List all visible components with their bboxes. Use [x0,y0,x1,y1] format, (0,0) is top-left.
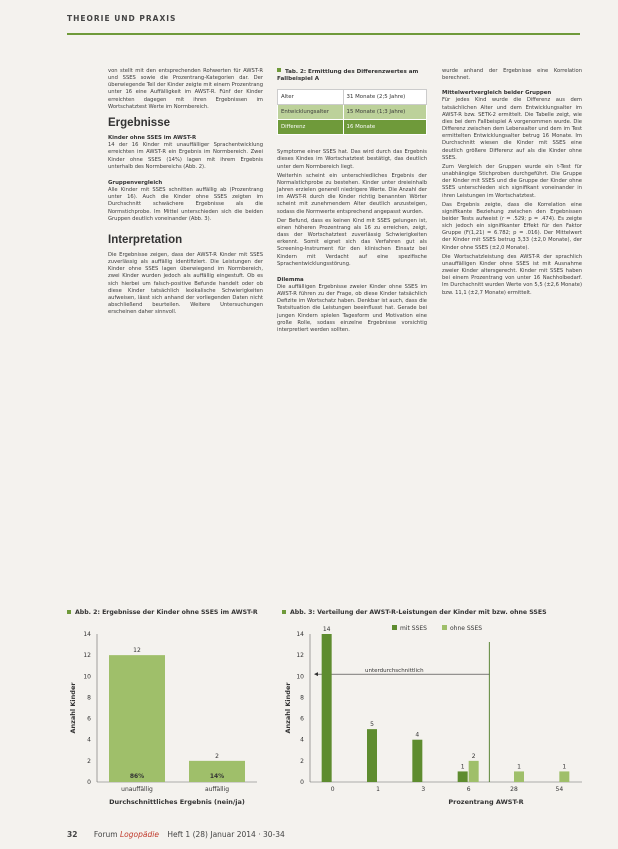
x-axis-label: Durchschnittliches Ergebnis (nein/ja) [109,798,245,806]
x-tick-label: unauffällig [121,786,153,793]
data-label: 4 [415,731,420,739]
paragraph: Die Wortschatzleistung des AWST-R der sprachlich unauffälligen Kinder ohne SSES ist mit Ausnahme zweier Kinder altersgerecht. Kinder mit SSES haben bei einem Prozentrang von unter 16 Nachholbedarf. Im Durchschnitt wurden Werte von 5,5 (±2,6 Monate) bzw. 11,1 (±2,7 Monate) ermittelt. [442,253,582,296]
table-cell-key: Alter [278,90,344,105]
y-tick-label: 8 [300,694,304,702]
table-cell-value: 31 Monate (2;5 Jahre) [343,90,426,105]
paragraph-group: Alle Kinder mit SSES schnitten auffällig ab (Prozentrang unter 16). Auch die Kinder ohne SSES zeigten im Durchschnitt schwächere Ergebnisse als die Normstichprobe. Im Mittel unterschieden sich die beiden Gruppen deutlich voneinander (Abb. 3). [108,187,263,222]
bar [559,771,569,782]
text-column-1 [108,68,263,316]
paragraph: Der Befund, dass es keinen Kind mit SSES gelungen ist, einen höheren Prozentrang als 16 zu erreichen, zeigt, dass der Wortschatztest zuverlässig Schwierigkeiten erkennt. Somit eignet sich das Verfahren gut als Screening-Instrument für den klinischen Einsatz bei Kindern mit Verdacht auf eine spezifische Sprachentwicklungsstörung. [277,217,427,267]
figure-3-chart [282,622,592,812]
y-tick-label: 0 [87,779,91,786]
paragraph-interpretation: Die Ergebnisse zeigen, dass der AWST-R Kinder mit SSES zuverlässig als auffällig identifiziert. Die Leistungen der Kinder ohne SSES lagen überwiegend im Normbereich, zwei Kinder wurden jedoch als auffällig eingestuft. Ob es sich hierbei um falsch-positive Befunde handelt oder ob diese Kinder tatsächlich lexikalische Schwierigkeiten aufweisen, lässt sich anhand der vorliegenden Daten nicht abschließend beurteilen. Weitere Untersuchungen erscheinen daher sinnvoll. [108,251,263,316]
y-tick-label: 12 [296,652,304,660]
subheading-no-sses: Kinder ohne SSES im AWST-R [108,135,197,142]
paragraph-correlation: Das Ergebnis zeigte, dass die Korrelation eine signifikante Beziehung zwischen den Ergebnissen beider Tests aufweist (r = .529; p = .474). Es zeigte sich jedoch ein signifikanter Effekt für den Faktor Gruppe (F(1,21) = 6.782; p = .016). Der Mittelwert der Kinder mit SSES betrug 3,33 (±2,0 Monate), der Kinder ohne SSES (±2,0 Monate). [442,201,582,251]
difference-table [277,89,427,135]
magazine-prefix: Forum [93,830,118,839]
y-tick-label: 14 [83,631,91,638]
data-label: 2 [471,752,476,760]
table-cell-value: 16 Monate [343,120,426,135]
legend-swatch [442,625,447,630]
data-label: 14 [322,626,331,633]
bar [367,729,377,782]
figure-3-caption: Abb. 3: Verteilung der AWST-R-Leistungen der Kinder mit bzw. ohne SSES [282,609,547,616]
legend-swatch [392,625,397,630]
heading-interpretation: Interpretation [108,233,183,246]
x-tick-label: 54 [555,786,564,793]
figure-2-chart [67,622,267,812]
bar [469,761,479,782]
annotation-arrowhead [314,672,318,676]
x-tick-label: 28 [510,786,518,793]
page-footer [67,830,285,839]
x-tick-label: 1 [376,786,380,793]
paragraph-dilemma: Die auffälligen Ergebnisse zweier Kinder ohne SSES im AWST-R führen zu der Frage, ob diese Kinder tatsächlich Defizite im Wortschatz haben. Denkbar ist auch, dass die Testsituation die Leistungen beeinflusst hat. Gerade bei jungen Kindern spielen Tagesform und Motivation eine große Rolle, sodass einzelne Ergebnisse vorsichtig interpretiert werden sollten. [277,283,427,333]
paragraph: Symptome einer SSES hat. Das wird durch das Ergebnis dieses Kindes im Wortschatztest bestätigt, das deutlich unter dem Normbereich liegt. [277,149,427,170]
paragraph: Zum Vergleich der Gruppen wurde ein t-Test für unabhängige Stichproben durchgeführt. Die Gruppe der Kinder mit SSES und die Gruppe der Kinder ohne SSES unterschieden sich signifikant voneinander in ihren Leistungen im Wortschatztest. [442,163,582,199]
paragraph-mean: Für jedes Kind wurde die Differenz aus dem tatsächlichen Alter und dem Entwicklungsalter im AWST-R bzw. SETK-2 ermittelt. Die Tabelle zeigt, wie dies bei dem Fallbeispiel A vorgenommen wurde. Die Differenz zwischen dem Lebensalter und dem im Test ermittelten Entwicklungsalter betrug 16 Monate. Im Durchschnitt wiesen die Kinder mit SSES eine deutlich größere Differenz auf als die Kinder ohne SSES. [442,97,582,161]
text-column-3 [442,68,582,297]
data-label: 1 [460,763,465,771]
y-tick-label: 2 [87,757,91,765]
table-caption: Tab. 2: Ermittlung des Differenzwertes am Fallbeispiel A [277,69,419,83]
data-label: 2 [215,752,219,760]
legend-label: mit SSES [400,625,427,632]
bar [412,740,422,782]
x-tick-label: 6 [466,786,471,793]
subheading-mean: Mittelwertvergleich beider Gruppen [442,90,552,97]
y-tick-label: 0 [300,779,304,786]
y-tick-label: 4 [300,736,304,744]
data-label: 5 [370,721,374,729]
x-tick-label: auffällig [204,786,230,793]
y-axis-label: Anzahl Kinder [69,682,77,734]
x-tick-label: 3 [421,786,426,793]
section-header: THEORIE UND PRAXIS [67,14,177,23]
subheading-group: Gruppenvergleich [108,179,163,186]
y-tick-label: 6 [87,715,91,723]
y-tick-label: 14 [296,631,304,638]
y-tick-label: 2 [300,757,304,765]
magazine-brand: Logopädie [120,830,159,839]
data-label: 12 [133,647,141,655]
caption-marker [67,610,71,614]
y-axis-label: Anzahl Kinder [284,682,292,734]
intro-paragraph: von stellt mit den entsprechenden Rohwerten für AWST-R und SSES sowie die Prozentrang-Kategorien dar. Der überwiegende Teil der Kinder zeigte mit einem Prozentrang unter 16 eine Auffälligkeit im AWST-R. Fünf der Kinder erreichten dagegen mit ihren Ergebnissen im Wortschatztest Werte im Normbereich. [108,68,263,110]
heading-results: Ergebnisse [108,116,170,129]
text-column-2 [277,68,427,334]
table-row [278,120,427,135]
data-label: 1 [562,763,567,771]
bar [514,771,524,782]
subheading-dilemma: Dilemma [277,276,304,283]
percent-label: 14% [209,773,225,780]
y-tick-label: 6 [300,715,304,723]
caption-marker [282,610,286,614]
x-tick-label: 0 [330,786,335,793]
data-label: 1 [517,763,521,771]
bar [458,771,468,782]
y-tick-label: 12 [83,652,91,660]
annotation-label: unterdurchschnittlich [365,668,424,675]
paragraph-no-sses: 14 der 16 Kinder mit unauffälliger Sprachentwicklung erreichten im AWST-R ein Ergebnis im Normbereich. Zwei Kinder ohne SSES (14%) lagen mit ihrem Ergebnis unterhalb des Normbereichs (Abb. 2). [108,142,263,170]
bar [322,634,332,782]
table-row [278,105,427,120]
header-rule [67,33,580,35]
table-cell-key: Entwicklungsalter [278,105,344,120]
y-tick-label: 10 [83,673,91,681]
paragraph: wurde anhand der Ergebnisse eine Korrelation berechnet. [442,68,582,82]
paragraph: Weiterhin scheint ein unterschiedliches Ergebnis der Normalstichprobe zu bestehen. Kinder unter dreieinhalb Jahren erzielen generell niedrigere Werte. Die Anzahl der im AWST-R durch die Kinder richtig benannten Wörter scheint mit zunehmendem Alter deutlich anzusteigen, sodass die Normwerte entsprechend angepasst wurden. [277,172,427,215]
table-row [278,90,427,105]
y-tick-label: 8 [87,694,91,702]
legend-label: ohne SSES [450,625,483,632]
issue-info: Heft 1 (28) Januar 2014 · 30-34 [167,830,285,839]
percent-label: 86% [129,773,145,780]
y-tick-label: 4 [87,736,91,744]
caption-marker [277,68,281,72]
bar [109,655,165,782]
y-tick-label: 10 [296,673,304,681]
table-cell-value: 15 Monate (1;3 Jahre) [343,105,426,120]
page-number: 32 [67,830,78,839]
figure-2-caption: Abb. 2: Ergebnisse der Kinder ohne SSES im AWST-R [67,609,258,616]
x-axis-label: Prozentrang AWST-R [448,798,524,806]
table-cell-key: Differenz [278,120,344,135]
